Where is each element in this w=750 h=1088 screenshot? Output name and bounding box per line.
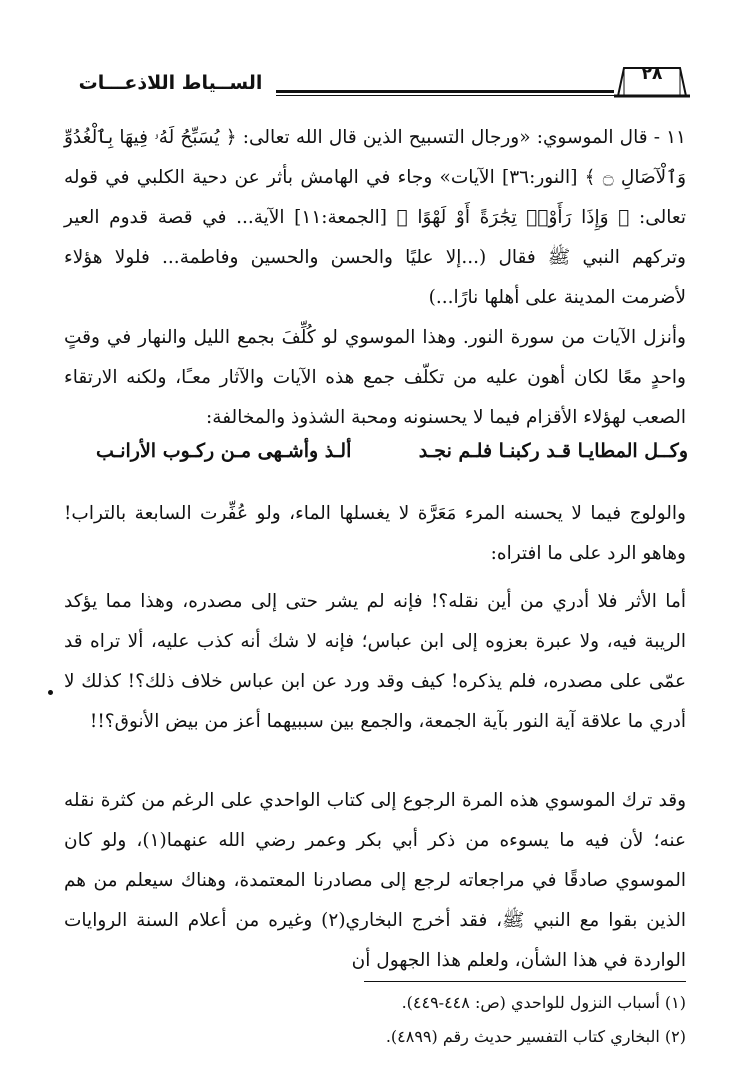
header-rule [276,90,614,93]
verse-hemistich-2: ألـذ وأشـهى مـن ركـوب الأرانـب [96,440,352,462]
header-rule-thin [276,95,614,96]
page-header [64,62,690,102]
poem-verse [66,440,688,480]
verse-hemistich-1: وكــل المطايـا قـد ركبنـا فلـم نجـد [418,440,688,462]
margin-dot [48,690,53,695]
page-number: ٢٨ [641,64,663,84]
paragraph-5: وقد ترك الموسوي هذه المرة الرجوع إلى كتاب الواحدي على الرغم من كثرة نقله عنه؛ لأن فيه ما يسوءه من ذكر أبي بكر وعمر رضي الله عنهما(١)، ولو كان الموسوي صادقًا في مراجعاته لرجع إلى مصادرنا المعتمدة، وهناك سيعلم من هم الذين بقوا مع النبي ﷺ، فقد أخرج البخاري(٢) وغيره من أعلام السنة الروايات الواردة في هذا الشأن، ولعلم هذا الجهول أن [64,790,687,971]
page-number-ornament [614,62,690,96]
body-block-1 [64,118,686,438]
footnotes [64,986,686,1054]
footnote-separator [364,981,686,982]
body-block-3 [64,582,686,742]
footnote-1: (١) أسباب النزول للواحدي (ص: ٤٤٨-٤٤٩). [401,993,686,1012]
running-title: الســياط اللاذعـــات [78,72,263,94]
body-block-4 [64,781,686,981]
paragraph-3: والولوج فيما لا يحسنه المرء مَعَرَّة لا يغسلها الماء، ولو عُفِّرت السابعة بالتراب! وهاهو الرد على ما افتراه: [64,503,686,564]
body-block-2 [64,494,686,574]
footnote-2: (٢) البخاري كتاب التفسير حديث رقم (٤٨٩٩). [385,1027,686,1046]
paragraph-4: أما الأثر فلا أدري من أين نقله؟! فإنه لم يشر حتى إلى مصدره، وهذا مما يؤكد الريبة فيه، ولا عبرة بعزوه إلى ابن عباس؛ فإنه لا شك أنه كذب عليه، ألا تراه قد عمّى على مصدره، فلم يذكره! كيف وقد ورد عن ابن عباس خلاف ذلك؟! كذلك لا أدري ما علاقة آية النور بآية الجمعة، والجمع بين سببيهما أعز من بيض الأنوق؟!! [64,591,686,732]
paragraph-1: ١١ - قال الموسوي: «ورجال التسبيح الذين قال الله تعالى: ﴿ يُسَبِّحُ لَهُۥ فِيهَا بِٱلْغُدُوِّ وَٱلْآصَالِ ۝ ﴾ [النور:٣٦] الآيات» وجاء في الهامش بأثر عن دحية الكلبي في قوله تعالى: ﴿ وَإِذَا رَأَوْا۟ تِجَٰرَةً أَوْ لَهْوًا ﴾ [الجمعة:١١] الآية... في قصة قدوم العير وتركهم النبي ﷺ فقال (...إلا عليًا والحسن والحسين وفاطمة... فلولا هؤلاء لأضرمت المدينة على أهلها نارًا...) [64,127,686,308]
paragraph-2: وأنزل الآيات من سورة النور. وهذا الموسوي لو كُلِّفَ بجمع الليل والنهار في وقتٍ واحدٍ معًا لكان أهون عليه من تكلّف جمع هذه الآيات والآثار معـًا، ولكنه الارتقاء الصعب لهؤلاء الأقزام فيما لا يحسنونه ومحبة الشذوذ والمخالفة: [64,327,686,428]
